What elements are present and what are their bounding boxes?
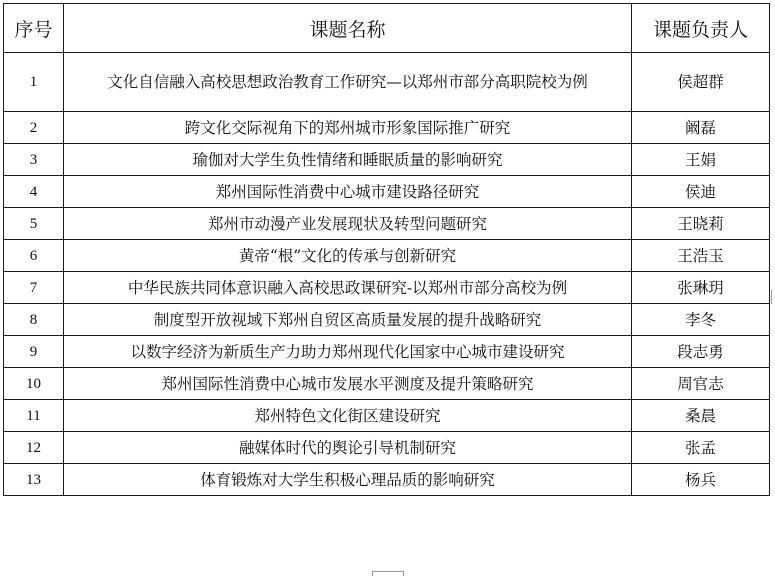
row-title: 制度型开放视域下郑州自贸区高质量发展的提升战略研究 [64, 304, 632, 336]
row-title: 瑜伽对大学生负性情绪和睡眠质量的影响研究 [64, 144, 632, 176]
row-owner: 王浩玉 [632, 240, 770, 272]
row-owner: 周官志 [632, 368, 770, 400]
row-number: 12 [4, 432, 64, 464]
row-owner: 段志勇 [632, 336, 770, 368]
row-number: 5 [4, 208, 64, 240]
row-owner: 王娟 [632, 144, 770, 176]
row-number: 10 [4, 368, 64, 400]
row-title: 郑州国际性消费中心城市建设路径研究 [64, 176, 632, 208]
row-title: 以数字经济为新质生产力助力郑州现代化国家中心城市建设研究 [64, 336, 632, 368]
header-title: 课题名称 [64, 4, 632, 53]
table-row [4, 432, 770, 464]
row-title: 融媒体时代的舆论引导机制研究 [64, 432, 632, 464]
row-number: 7 [4, 272, 64, 304]
row-owner: 张琳玥 [632, 272, 770, 304]
table-row [4, 400, 770, 432]
row-title: 文化自信融入高校思想政治教育工作研究—以郑州市部分高职院校为例 [64, 53, 632, 112]
row-title: 郑州国际性消费中心城市发展水平测度及提升策略研究 [64, 368, 632, 400]
row-owner: 阚磊 [632, 112, 770, 144]
table-row [4, 112, 770, 144]
row-owner: 李冬 [632, 304, 770, 336]
row-number: 9 [4, 336, 64, 368]
table-row [4, 144, 770, 176]
table-row [4, 53, 770, 112]
header-number: 序号 [4, 4, 64, 53]
page-bottom-mark [372, 571, 404, 576]
row-number: 6 [4, 240, 64, 272]
row-number: 8 [4, 304, 64, 336]
project-table-container [3, 3, 769, 496]
row-owner: 侯超群 [632, 53, 770, 112]
table-row [4, 304, 770, 336]
row-title: 中华民族共同体意识融入高校思政课研究-以郑州市部分高校为例 [64, 272, 632, 304]
row-number: 2 [4, 112, 64, 144]
row-title: 体育锻炼对大学生积极心理品质的影响研究 [64, 464, 632, 496]
row-owner: 王晓莉 [632, 208, 770, 240]
row-number: 3 [4, 144, 64, 176]
header-owner: 课题负责人 [632, 4, 770, 53]
research-projects-table [3, 3, 770, 496]
row-owner: 桑晨 [632, 400, 770, 432]
table-row [4, 240, 770, 272]
row-number: 4 [4, 176, 64, 208]
table-row [4, 176, 770, 208]
page-edge-mark [771, 290, 775, 304]
row-number: 1 [4, 53, 64, 112]
row-number: 11 [4, 400, 64, 432]
table-row [4, 368, 770, 400]
row-owner: 张孟 [632, 432, 770, 464]
table-row [4, 272, 770, 304]
row-owner: 侯迪 [632, 176, 770, 208]
row-title: 黄帝“根”文化的传承与创新研究 [64, 240, 632, 272]
table-header-row [4, 4, 770, 53]
table-row [4, 336, 770, 368]
row-title: 郑州市动漫产业发展现状及转型问题研究 [64, 208, 632, 240]
row-title: 跨文化交际视角下的郑州城市形象国际推广研究 [64, 112, 632, 144]
row-number: 13 [4, 464, 64, 496]
row-title: 郑州特色文化街区建设研究 [64, 400, 632, 432]
table-row [4, 464, 770, 496]
row-owner: 杨兵 [632, 464, 770, 496]
table-row [4, 208, 770, 240]
